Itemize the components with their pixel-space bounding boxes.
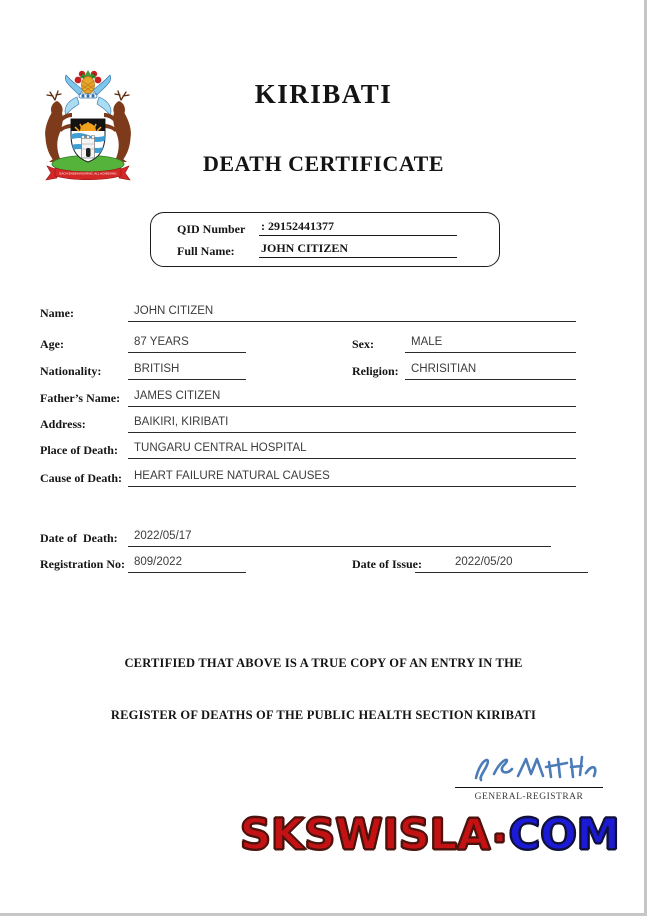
certification-line-2: REGISTER OF DEATHS OF THE PUBLIC HEALTH SECTION KIRIBATI [110, 708, 537, 722]
site-watermark [240, 803, 620, 860]
full-name-label: Full Name: [177, 244, 235, 258]
certification-line-1: CERTIFIED THAT ABOVE IS A TRUE COPY OF AN ENTRY IN THE [124, 656, 523, 670]
document-title: DEATH CERTIFICATE [202, 151, 444, 176]
field-label-religion: Religion: [352, 364, 399, 378]
field-value-date-of-death: 2022/05/17 [128, 529, 551, 547]
field-value-nationality: BRITISH [128, 362, 246, 380]
field-value-sex: MALE [405, 335, 576, 353]
field-value-address: BAIKIRI, KIRIBATI [128, 415, 576, 433]
country-title: KIRIBATI [254, 79, 393, 109]
field-label-name: Name: [40, 306, 74, 320]
field-label-nationality: Nationality: [40, 364, 102, 378]
field-value-fathers-name: JAMES CITIZEN [128, 389, 576, 407]
full-name-value: JOHN CITIZEN [259, 241, 457, 258]
qid-number-label: QID Number [177, 222, 246, 236]
field-label-fathers-name: Father’s Name: [40, 391, 121, 405]
field-value-place-of-death: TUNGARU CENTRAL HOSPITAL [128, 441, 576, 459]
field-value-name: JOHN CITIZEN [128, 304, 576, 322]
watermark-separator: . [491, 803, 508, 853]
signature-line [455, 787, 603, 788]
motto-text: EACH ENDEAVOURING, ALL ACHIEVING [59, 171, 117, 176]
field-label-date-of-death: Date of Death: [40, 531, 118, 545]
field-value-age: 87 YEARS [128, 335, 246, 353]
field-label-address: Address: [40, 417, 86, 431]
field-label-date-of-issue: Date of Issue: [352, 557, 422, 571]
signer-title: GENERAL-REGISTRAR [474, 792, 584, 802]
field-label-age: Age: [40, 337, 64, 351]
field-label-sex: Sex: [352, 337, 374, 351]
watermark-secondary: COM [508, 810, 620, 860]
field-value-cause-of-death: HEART FAILURE NATURAL CAUSES [128, 469, 576, 487]
field-value-date-of-issue: 2022/05/20 [415, 555, 588, 573]
field-label-registration-no: Registration No: [40, 557, 125, 571]
field-label-place-of-death: Place of Death: [40, 443, 118, 457]
field-value-religion: CHRISITIAN [405, 362, 576, 380]
qid-number-value: : 29152441377 [259, 219, 457, 236]
qid-box [150, 212, 500, 267]
watermark-primary: SKSWISLA [240, 810, 491, 860]
field-value-registration-no: 809/2022 [128, 555, 246, 573]
field-label-cause-of-death: Cause of Death: [40, 471, 122, 485]
registrar-signature [470, 750, 605, 788]
